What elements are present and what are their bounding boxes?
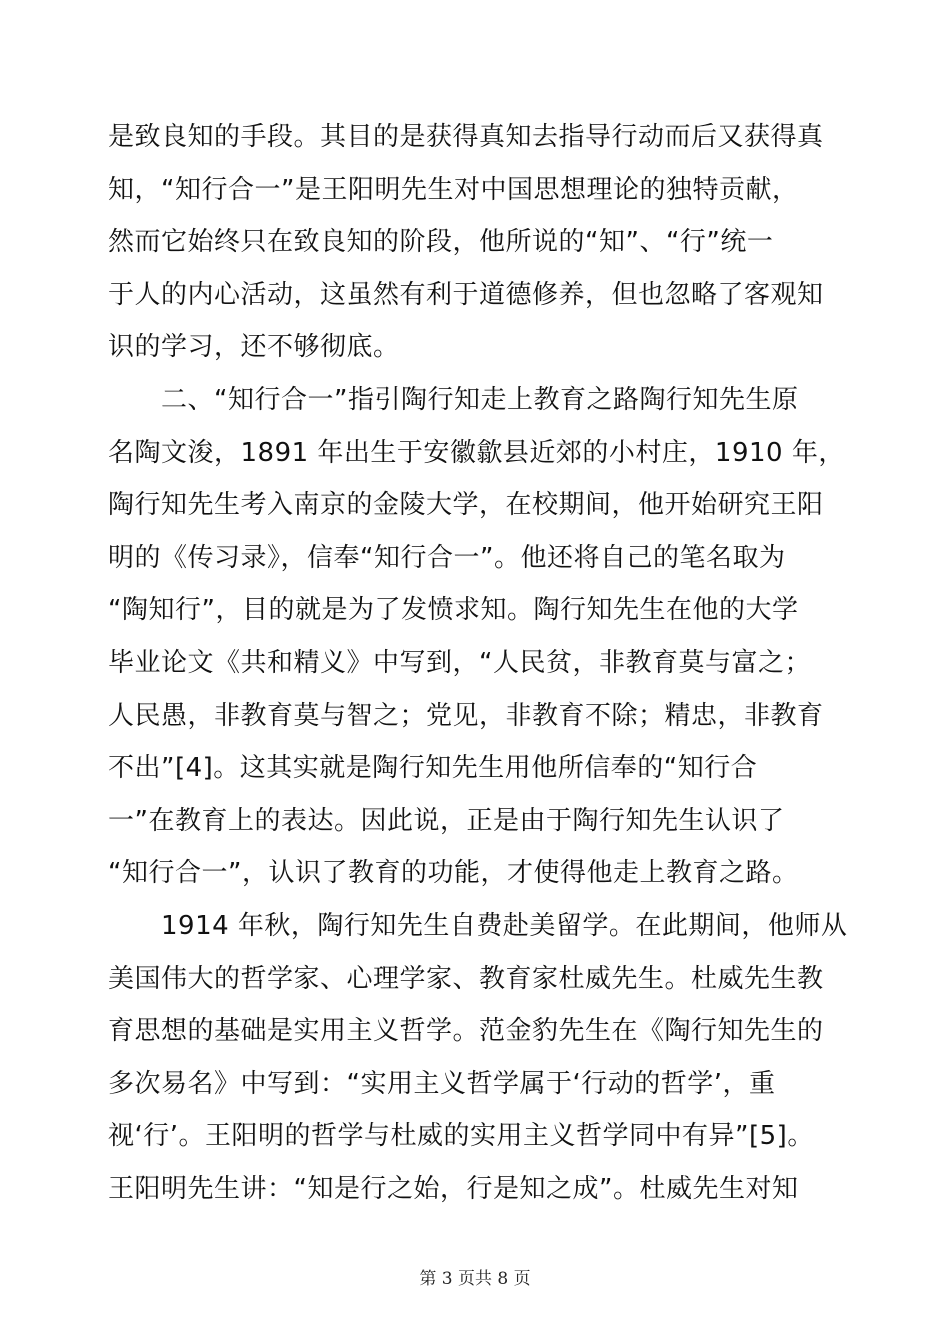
text-line: 于人的内心活动，这虽然有利于道德修养，但也忽略了客观知	[108, 279, 824, 310]
text-line: 视‘行’。王阳明的哲学与杜威的实用主义哲学同中有异”[5]。	[108, 1121, 814, 1152]
text-line: “陶知行”，目的就是为了发愤求知。陶行知先生在他的大学	[108, 595, 799, 626]
text-line: 多次易名》中写到：“实用主义哲学属于‘行动的哲学’，重	[108, 1068, 776, 1099]
text-line: 陶行知先生考入南京的金陵大学，在校期间，他开始研究王阳	[108, 490, 824, 521]
text-line: 一”在教育上的表达。因此说，正是由于陶行知先生认识了	[108, 805, 785, 836]
text-line: 知，“知行合一”是王阳明先生对中国思想理论的独特贡献，	[108, 174, 799, 205]
text-line: 二、“知行合一”指引陶行知走上教育之路陶行知先生原	[108, 384, 799, 415]
text-line: “知行合一”，认识了教育的功能，才使得他走上教育之路。	[108, 858, 799, 889]
text-line: 美国伟大的哲学家、心理学家、教育家杜威先生。杜威先生教	[108, 963, 824, 994]
text-line: 人民愚，非教育莫与智之；党见，非教育不除；精忠，非教育	[108, 700, 824, 731]
text-line: 然而它始终只在致良知的阶段，他所说的“知”、“行”统一	[108, 227, 774, 258]
text-line: 1914 年秋，陶行知先生自费赴美留学。在此期间，他师从	[108, 910, 848, 941]
text-line: 是致良知的手段。其目的是获得真知去指导行动而后又获得真	[108, 122, 824, 152]
text-line: 不出”[4]。这其实就是陶行知先生用他所信奉的“知行合	[108, 753, 758, 784]
body-text	[108, 111, 848, 1215]
text-line: 毕业论文《共和精义》中写到，“人民贫，非教育莫与富之；	[108, 647, 811, 678]
text-line: 识的学习，还不够彻底。	[108, 332, 400, 363]
text-line: 明的《传习录》，信奉“知行合一”。他还将自己的笔名取为	[108, 542, 786, 573]
text-line: 王阳明先生讲：“知是行之始，行是知之成”。杜威先生对知	[108, 1173, 799, 1204]
text-line: 名陶文浚，1891 年出生于安徽歙县近郊的小村庄，1910 年，	[108, 437, 845, 468]
page-footer: 第 3 页共 8 页	[419, 1269, 531, 1289]
text-line: 育思想的基础是实用主义哲学。范金豹先生在《陶行知先生的	[108, 1016, 824, 1047]
